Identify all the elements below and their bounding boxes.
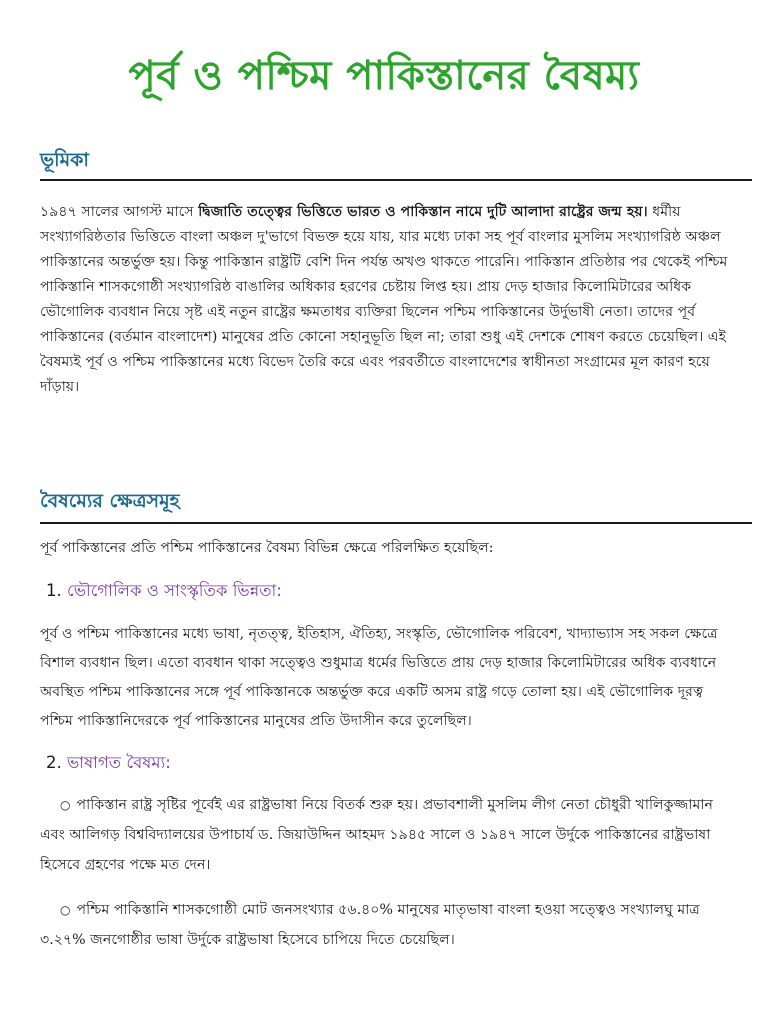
list-item-text: পশ্চিম পাকিস্তানি শাসকগোষ্ঠী মোট জনসংখ্যার ৫৬.৪০% মানুষের মাতৃভাষা বাংলা হওয়া সত্ত্বেও সংখ্যালঘু মাত্র ৩.২৭% জনগোষ্ঠীর ভাষা উর্দুকে রাষ্ট্রভাষা হিসেবে চাপিয়ে দিতে চেয়েছিল।	[40, 902, 700, 948]
section-heading-areas: বৈষম্যের ক্ষেত্রসমূহ	[40, 490, 180, 512]
subheading-label: ভৌগোলিক ও সাংস্কৃতিক ভিন্নতা:	[67, 581, 282, 600]
list-item	[40, 790, 730, 880]
subheading-label: ভাষাগত বৈষম্য:	[67, 753, 171, 772]
geographic-paragraph: পূর্ব ও পশ্চিম পাকিস্তানের মধ্যে ভাষা, নৃতত্ত্ব, ইতিহাস, ঐতিহ্য, সংস্কৃতি, ভৌগোলিক পরিবেশ, খাদ্যাভ্যাস সহ সকল ক্ষেত্রে বিশাল ব্যবধান ছিল। এতো ব্যবধান থাকা সত্ত্বেও শুধুমাত্র ধর্মের ভিত্তিতে প্রায় দেড় হাজার কিলোমিটারের অধিক ব্যবধানে অবস্থিত পশ্চিম পাকিস্তানের সঙ্গে পূর্ব পাকিস্তানকে অন্তর্ভুক্ত করে একটি অসম রাষ্ট্র গড়ে তোলা হয়। এই ভৌগোলিক দূরত্ব পশ্চিম পাকিস্তানিদেরকে পূর্ব পাকিস্তানের মানুষের প্রতি উদাসীন করে তুলেছিল।	[40, 626, 718, 729]
section-heading-intro: ভূমিকা	[40, 149, 89, 171]
page-title: পূর্ব ও পশ্চিম পাকিস্তানের বৈষম্য	[128, 53, 640, 99]
areas-intro-paragraph: পূর্ব পাকিস্তানের প্রতি পশ্চিম পাকিস্তানের বৈষম্য বিভিন্ন ক্ষেত্রে পরিলক্ষিত হয়েছিল:	[40, 540, 494, 556]
intro-lead-text: ১৯৪৭ সালের আগস্ট মাসে	[40, 204, 199, 220]
bullet-icon: ○	[60, 798, 71, 812]
section-divider	[40, 522, 752, 524]
subheading-number: 2.	[46, 753, 62, 772]
intro-paragraph	[40, 200, 730, 400]
intro-lead-bold: দ্বিজাতি তত্ত্বের ভিত্তিতে ভারত ও পাকিস্তান নামে দুটি আলাদা রাষ্ট্রের জন্ম হয়।	[198, 204, 648, 220]
subheading-geographic	[46, 578, 282, 605]
list-item	[40, 895, 730, 955]
subheading-language	[46, 750, 171, 777]
section-divider	[40, 179, 752, 181]
list-item-text: পাকিস্তান রাষ্ট্র সৃষ্টির পূর্বেই এর রাষ্ট্রভাষা নিয়ে বিতর্ক শুরু হয়। প্রভাবশালী মুসলিম লীগ নেতা চৌধুরী খালিকুজ্জামান এবং আলিগড় বিশ্ববিদ্যালয়ের উপাচার্য ড. জিয়াউদ্দিন আহমদ ১৯৪৫ সালে ও ১৯৪৭ সালে উর্দুকে পাকিস্তানের রাষ্ট্রভাষা হিসেবে গ্রহণের পক্ষে মত দেন।	[40, 797, 713, 873]
intro-body-text: ধর্মীয় সংখ্যাগরিষ্ঠতার ভিত্তিতে বাংলা অঞ্চল দু'ভাগে বিভক্ত হয়ে যায়, যার মধ্যে ঢাকা সহ পূর্ব বাংলার মুসলিম সংখ্যাগরিষ্ঠ অঞ্চল পাকিস্তানের অন্তর্ভুক্ত হয়। কিন্তু পাকিস্তান রাষ্ট্রটি বেশি দিন পর্যন্ত অখণ্ড থাকতে পারেনি। পাকিস্তান প্রতিষ্ঠার পর থেকেই পশ্চিম পাকিস্তানি শাসকগোষ্ঠী সংখ্যাগরিষ্ঠ বাঙালির অধিকার হরণের চেষ্টায় লিপ্ত হয়। প্রায় দেড় হাজার কিলোমিটারের অধিক ভৌগোলিক ব্যবধান নিয়ে সৃষ্ট এই নতুন রাষ্ট্রের ক্ষমতাধর ব্যক্তিরা ছিলেন পশ্চিম পাকিস্তানের উর্দুভাষী নেতা। তাদের পূর্ব পাকিস্তানের (বর্তমান বাংলাদেশ) মানুষের প্রতি কোনো সহানুভূতি ছিল না; তারা শুধু এই দেশকে শোষণ করতে চেয়েছিল। এই বৈষম্যই পূর্ব ও পশ্চিম পাকিস্তানের মধ্যে বিভেদ তৈরি করে এবং পরবর্তীতে বাংলাদেশের স্বাধীনতা সংগ্রামের মূল কারণ হয়ে দাঁড়ায়।	[40, 204, 728, 395]
subheading-number: 1.	[46, 581, 62, 600]
bullet-icon: ○	[60, 903, 71, 917]
